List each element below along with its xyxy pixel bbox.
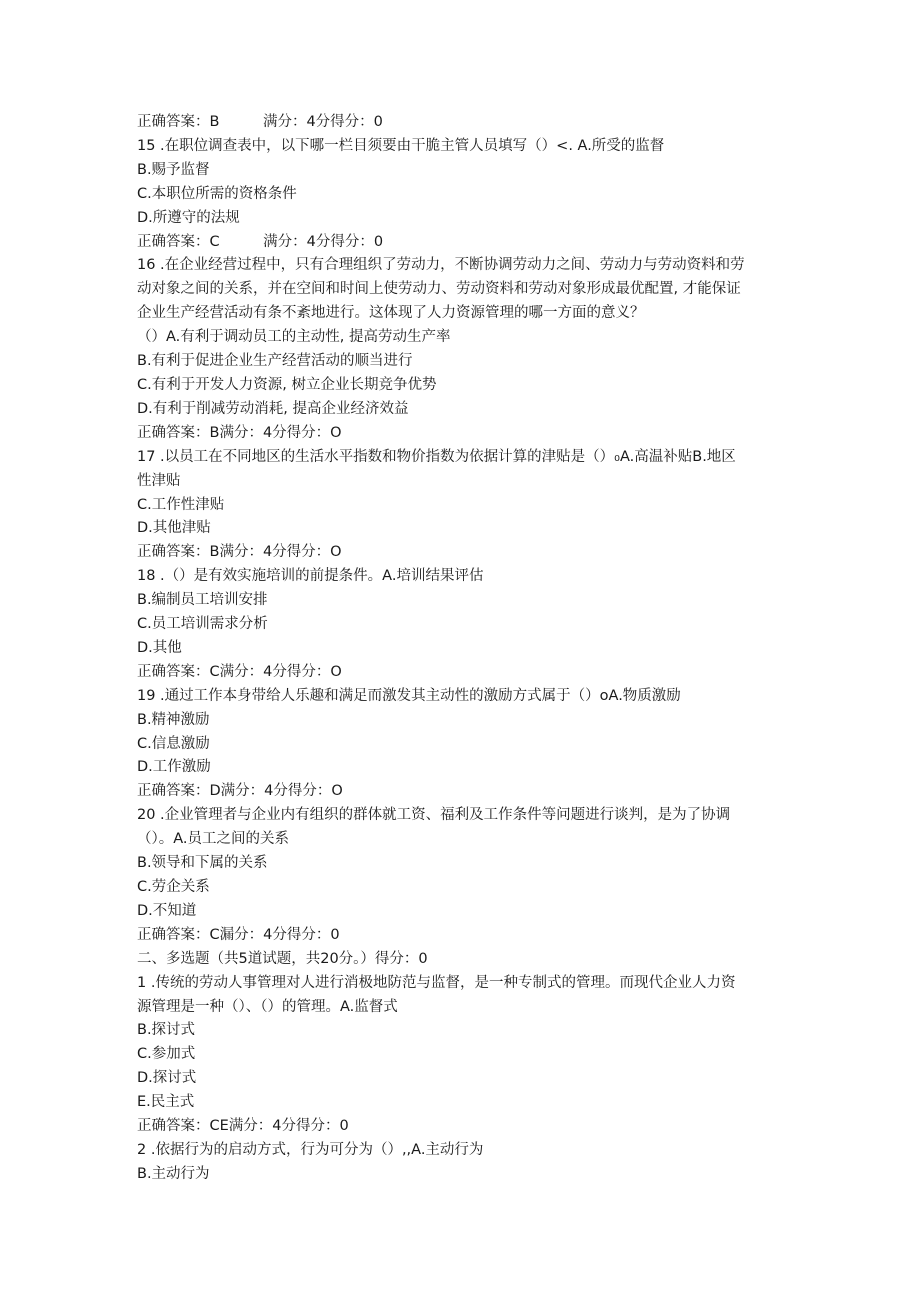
answer-line-q16: 正确答案：B满分：4分得分：O bbox=[137, 424, 342, 441]
mc-option-1-c: C.参加式 bbox=[137, 1046, 196, 1063]
question-19: 19 .通过工作本身带给人乐趣和满足而激发其主动性的激励方式属于（）oA.物质激励 bbox=[137, 687, 681, 704]
option-20-c: C.劳企关系 bbox=[137, 879, 210, 895]
answer-line-q20: 正确答案：C漏分：4分得分：0 bbox=[137, 926, 340, 943]
section-heading-multiple-choice: 二、多选题（共5道试题，共20分。）得分：0 bbox=[137, 950, 428, 967]
option-19-c: C.信息激励 bbox=[137, 735, 210, 752]
option-16-d: D.有利于削减劳动消耗, 提高企业经济效益 bbox=[137, 400, 409, 417]
mc-option-1-b: B.探讨式 bbox=[137, 1022, 196, 1039]
option-18-b: B.编制员工培训安排 bbox=[137, 592, 268, 609]
option-20-d: D.不知道 bbox=[137, 902, 197, 919]
option-16-c: C.有利于开发人力资源, 树立企业长期竞争优势 bbox=[137, 376, 437, 393]
question-17-line-2: 性津贴 bbox=[137, 472, 181, 489]
option-15-b: B.赐予监督 bbox=[137, 161, 210, 178]
option-19-d: D.工作激励 bbox=[137, 759, 211, 776]
option-18-c: C.员工培训需求分析 bbox=[137, 616, 268, 633]
option-20-b: B.领导和下属的关系 bbox=[137, 855, 268, 872]
question-16-line-2: 动对象之间的关系，并在空间和时间上使劳动力、劳动资料和劳动对象形成最优配置, 才能保证 bbox=[137, 281, 741, 298]
option-17-c: C.工作性津贴 bbox=[137, 496, 225, 513]
answer-line-q17: 正确答案：B满分：4分得分：O bbox=[137, 544, 342, 561]
answer-line-q15: 正确答案：C 满分：4分得分：0 bbox=[137, 233, 384, 250]
mc-question-1-line-2: 源管理是一种（）、（）的管理。A.监督式 bbox=[137, 998, 398, 1015]
question-16-line-1: 16 .在企业经营过程中，只有合理组织了劳动力，不断协调劳动力之间、劳动力与劳动资料和劳 bbox=[137, 257, 745, 274]
option-18-d: D.其他 bbox=[137, 639, 182, 656]
mc-answer-line-1: 正确答案：CE满分：4分得分：0 bbox=[137, 1118, 349, 1135]
document-page bbox=[137, 111, 787, 1187]
mc-option-1-d: D.探讨式 bbox=[137, 1070, 197, 1087]
mc-question-2: 2 .依据行为的启动方式，行为可分为（）,,A.主动行为 bbox=[137, 1141, 484, 1158]
mc-option-2-b: B.主动行为 bbox=[137, 1165, 210, 1182]
option-15-c: C.本职位所需的资格条件 bbox=[137, 185, 297, 202]
question-15: 15 .在职位调查表中，以下哪一栏目须要由干脆主管人员填写（）<. A.所受的监督 bbox=[137, 137, 665, 154]
answer-line-q18: 正确答案：C满分：4分得分：O bbox=[137, 663, 342, 680]
option-15-d: D.所遵守的法规 bbox=[137, 209, 240, 226]
question-20-line-1: 20 .企业管理者与企业内有组织的群体就工资、福利及工作条件等问题进行谈判，是为了协调 bbox=[137, 807, 731, 824]
question-17-line-1: 17 .以员工在不同地区的生活水平指数和物价指数为依据计算的津贴是（）₀A.高温补贴B.地区 bbox=[137, 448, 736, 465]
question-16-line-3: 企业生产经营活动有条不紊地进行。这体现了人力资源管理的哪一方面的意义？ bbox=[137, 305, 645, 322]
option-16-a: （）A.有利于调动员工的主动性, 提高劳动生产率 bbox=[137, 329, 451, 346]
option-16-b: B.有利于促进企业生产经营活动的顺当进行 bbox=[137, 353, 413, 370]
mc-option-1-e: E.民主式 bbox=[137, 1094, 195, 1111]
option-19-b: B.精神激励 bbox=[137, 711, 210, 728]
mc-question-1-line-1: 1 .传统的劳动人事管理对人进行消极地防范与监督，是一种专制式的管理。而现代企业人力资 bbox=[137, 974, 736, 991]
answer-line-q14: 正确答案：B 满分：4分得分：0 bbox=[137, 114, 383, 130]
option-17-d: D.其他津贴 bbox=[137, 520, 211, 537]
answer-line-q19: 正确答案：D满分：4分得分：O bbox=[137, 783, 343, 800]
question-20-line-2: （）。A.员工之间的关系 bbox=[137, 831, 290, 848]
question-18: 18 .（）是有效实施培训的前提条件。A.培训结果评估 bbox=[137, 568, 484, 585]
